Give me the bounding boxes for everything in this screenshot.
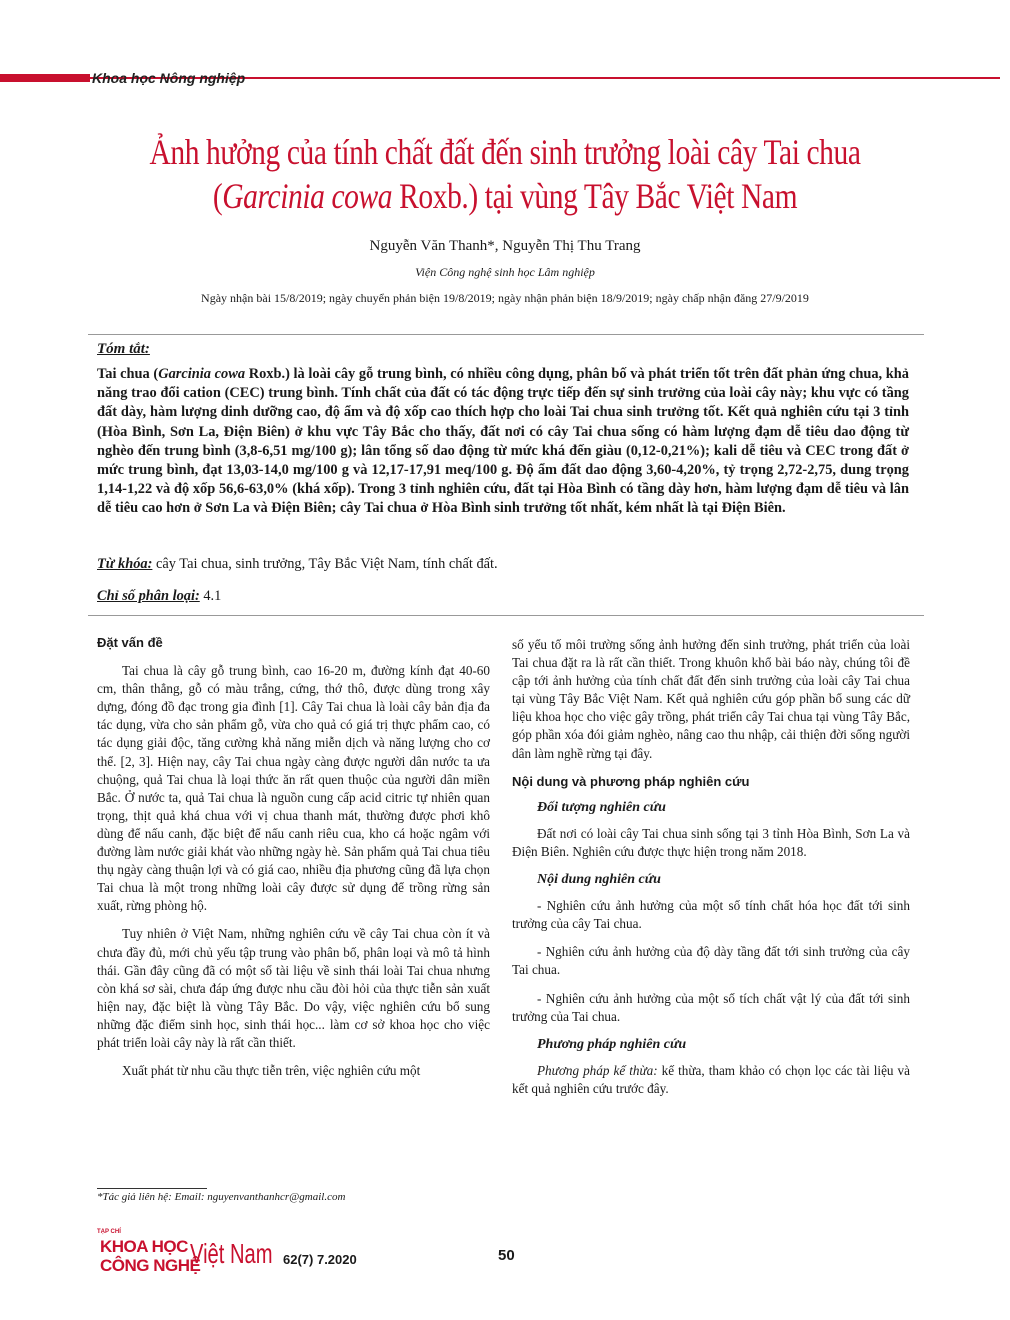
- submission-dates: Ngày nhận bài 15/8/2019; ngày chuyển phản biện 19/8/2019; ngày nhận phản biện 18/9/2019; ngày chấp nhận đăng 27/9/2019: [201, 291, 809, 305]
- abstract-bottom-rule: [88, 615, 924, 616]
- classification-label: Chỉ số phân loại:: [97, 588, 200, 604]
- section-heading-intro: Đặt vấn đề: [97, 635, 163, 650]
- section-label: Khoa học Nông nghiệp: [92, 70, 246, 86]
- abstract-text: Tai chua (Garcinia cowa Roxb.) là loài cây gỗ trung bình, có nhiều công dụng, phân bố và phát triển tốt trên đất phản ứng chua, khả năng trao đổi cation (CEC) trung bình. Tính chất của đất có tác động trực tiếp đến sự sinh trưởng của loài cây này; khu vực có tầng đất dày, hàm lượng dinh dưỡng cao, độ ẩm và độ xốp cao thích hợp cho loài Tai chua sinh trưởng tốt. Kết quả nghiên cứu tại 3 tỉnh (Hòa Bình, Sơn La, Điện Biên) ở khu vực Tây Bắc cho thấy, đất nơi có cây Tai chua sống có hàm lượng đạm dễ tiêu dao động từ nghèo đến trung bình (3,8-6,51 mg/100 g); lân tổng số dao động từ mức khá đến giàu (0,12-0,21%); kali dễ tiêu và CEC trong đất ở mức trung bình, đạt 13,03-14,0 mg/100 g và 12,17-17,91 meq/100 g. Độ ẩm đất dao động 3,60-4,20%, tỷ trọng 2,72-2,75, dung trọng 1,14-1,22 và độ xốp 56,6-63,0% (khá xốp). Trong 3 tỉnh nghiên cứu, đất tại Hòa Bình có tầng dày hơn, hàm lượng đạm dễ tiêu và lân dễ tiêu cao hơn ở Sơn La và Điện Biên; cây Tai chua ở Hòa Bình sinh trưởng tốt nhất, kém nhất là tại Điện Biên.: [97, 366, 909, 517]
- paragraph: số yếu tố môi trường sống ảnh hưởng đến sinh trưởng, phát triển của loài Tai chua đặt ra là rất cần thiết. Trong khuôn khổ bài báo này, chúng tôi đề cập tới ảnh hưởng của tính chất đất đến sinh trưởng của loài cây Tai chua tại vùng Tây Bắc Việt Nam. Kết quả nghiên cứu góp phần bổ sung các dữ liệu khoa học cho việc gây trồng, phát triển cây Tai chua tại vùng Tây Bắc, góp phần xóa đói giảm nghèo, nâng cao thu nhập, cải thiện đời sống người dân làm nghề rừng tại đây.: [512, 637, 910, 761]
- list-item: - Nghiên cứu ảnh hưởng của một số tính chất hóa học đất tới sinh trưởng của cây Tai chua.: [512, 898, 910, 932]
- article-title: [124, 130, 887, 218]
- list-item: - Nghiên cứu ảnh hưởng của một số tích chất vật lý của đất tới sinh trưởng của Tai chua.: [512, 990, 910, 1024]
- species-name: Garcinia cowa: [222, 176, 393, 216]
- footnote: *Tác giả liên hệ: Email: nguyenvanthanhcr@gmail.com: [97, 1191, 346, 1203]
- page-number: 50: [498, 1247, 515, 1264]
- list-item: - Nghiên cứu ảnh hưởng của độ dày tầng đất tới sinh trưởng của cây Tai chua.: [512, 944, 910, 978]
- title-line-1: Ảnh hưởng của tính chất đất đến sinh trưởng loài cây Tai chua: [149, 132, 861, 172]
- journal-logo-line2: CÔNG NGHỆ: [100, 1256, 201, 1275]
- journal-logo-prefix: TẠP CHÍ: [97, 1229, 121, 1235]
- paragraph: Tuy nhiên ở Việt Nam, những nghiên cứu về cây Tai chua còn ít và chưa đầy đủ, mới chủ yếu tập trung vào phân bố, phân loại và mô tả hình thái. Gần đây cũng đã có một số tài liệu về sinh thái loài Tai chua nhưng còn khá sơ sài, chưa đáp ứng được nhu cầu đòi hỏi của thực tiễn sản xuất hiện nay, đặc biệt là vùng Tây Bắc. Do vậy, việc nghiên cứu bổ sung những đặc điểm sinh học, sinh thái học... làm cơ sở khoa học cho việc phát triển loài cây này là rất cần thiết.: [97, 926, 490, 1050]
- issue-number: 62(7) 7.2020: [283, 1252, 357, 1267]
- subheading-subject: Đối tượng nghiên cứu: [537, 799, 666, 815]
- column-left: [97, 635, 490, 1090]
- keywords-label: Từ khóa:: [97, 556, 153, 572]
- authors: Nguyễn Văn Thanh*, Nguyễn Thị Thu Trang: [369, 238, 641, 254]
- journal-logo-line1: KHOA HỌC: [100, 1237, 188, 1256]
- abstract-heading: Tóm tắt:: [97, 341, 150, 357]
- footnote-rule: [97, 1188, 207, 1189]
- subheading-method: Phương pháp nghiên cứu: [537, 1036, 687, 1052]
- paragraph: Xuất phát từ nhu cầu thực tiễn trên, việc nghiên cứu một: [122, 1063, 421, 1079]
- paragraph: Đất nơi có loài cây Tai chua sinh sống tại 3 tỉnh Hòa Bình, Sơn La và Điện Biên. Nghiên cứu được thực hiện trong năm 2018.: [512, 825, 910, 859]
- subheading-content: Nội dung nghiên cứu: [537, 872, 661, 888]
- affiliation: Viện Công nghệ sinh học Lâm nghiệp: [415, 265, 595, 279]
- column-right: [512, 636, 910, 1108]
- header-accent-bar: [0, 74, 90, 82]
- journal-logo-vietnam: Việt Nam: [190, 1238, 273, 1269]
- classification: Chỉ số phân loại: 4.1: [97, 588, 222, 604]
- title-line-2: (Garcinia cowa Roxb.) tại vùng Tây Bắc Việt Nam: [212, 176, 798, 216]
- keywords: Từ khóa: cây Tai chua, sinh trưởng, Tây Bắc Việt Nam, tính chất đất.: [97, 556, 498, 572]
- paragraph: Tai chua là cây gỗ trung bình, cao 16-20 m, đường kính đạt 40-60 cm, thân thẳng, gỗ có màu trắng, cứng, thớ thô, được dùng trong xây dựng, đóng đồ đạc trong gia đình [1]. Cây Tai chua là loài cây bản địa đa tác dụng, vừa cho sản phẩm gỗ, vừa cho quả có giá trị thực phẩm cao, có tác dụng giải độc, tăng cường khả năng miễn dịch và năng lượng cho cơ thể. [2, 3]. Hiện nay, cây Tai chua ngày càng được người dân nước ta ưa chuộng, quả Tai chua là loại thức ăn rất quen thuộc của người dân miền Bắc. Ở nước ta, quả Tai chua là nguồn cung cấp acid citric tự nhiên quan trọng, thịt quả khá chua với vị chua thanh mát, thường được phơi khô dùng để nấu canh, đặc biệt để nấu canh riêu cua, kho cá hoặc ngâm với đường làm nước giải khát vào những ngày hè. Sản phẩm quả Tai chua tiêu thụ ngày càng thuận lợi và có giá cao, nhiều địa phương cũng đã lựa chọn Tai chua là một trong những loài cây được sử dụng để trồng rừng sản xuất, rừng phòng hộ.: [97, 663, 490, 914]
- section-heading-methods: Nội dung và phương pháp nghiên cứu: [512, 773, 750, 789]
- paragraph: Phương pháp kế thừa: kế thừa, tham khảo có chọn lọc các tài liệu và kết quả nghiên cứu trước đây.: [512, 1062, 910, 1096]
